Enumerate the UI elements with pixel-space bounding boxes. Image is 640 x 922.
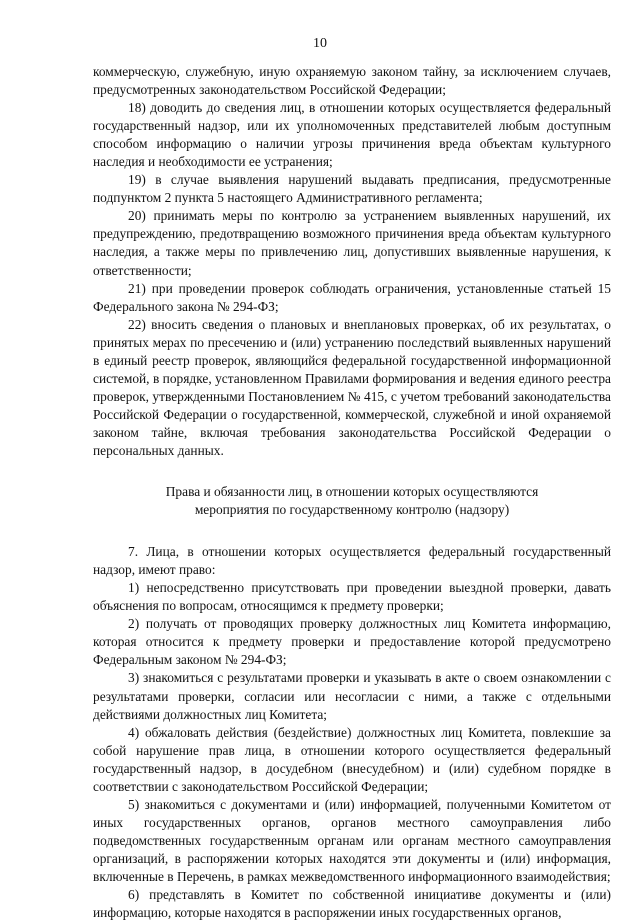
paragraph-item-21: 21) при проведении проверок соблюдать ограничения, установленные статьей 15 Федерального закона № 294-ФЗ; bbox=[93, 280, 611, 314]
paragraph-right-4: 4) обжаловать действия (бездействие) должностных лиц Комитета, повлекшие за собой нарушение прав лица, в отношении которого осуществляется федеральный государственный надзор, в досудебном (внесудебном) и (или) судебном порядке в соответствии с законодательством Российской Федерации; bbox=[93, 724, 611, 794]
paragraph-right-5: 5) знакомиться с документами и (или) информацией, полученными Комитетом от иных государственных органов, органов местного самоуправления либо подведомственных государственным органам или органам местного самоуправления организаций, в распоряжении которых находятся эти документы и (или) информация, включенные в Перечень, в рамках межведомственного информационного взаимодействия; bbox=[93, 796, 611, 884]
paragraph-right-6: 6) представлять в Комитет по собственной инициативе документы и (или) информацию, которые находятся в распоряжении иных государственных органов, bbox=[93, 887, 611, 921]
paragraph-item-22: 22) вносить сведения о плановых и внеплановых проверках, об их результатах, о принятых мерах по пресечению и (или) устранению последствий выявленных нарушений в единый реестр проверок, являющийся федеральной государственной информационной системой, в порядке, установленном Правилами формирования и ведения единого реестра проверок, утвержденными Постановлением № 415, с учетом требований законодательства Российской Федерации о государственной, коммерческой, служебной и иной охраняемой законом тайне, включая требования законодательства Российской Федерации о персональных данных. bbox=[93, 316, 611, 458]
paragraph-item-19: 19) в случае выявления нарушений выдавать предписания, предусмотренные подпунктом 2 пункта 5 настоящего Административного регламента; bbox=[93, 172, 611, 206]
section-heading-line-2: мероприятия по государственному контролю (надзору) bbox=[194, 502, 510, 518]
section-heading bbox=[93, 483, 611, 519]
paragraph-right-3: 3) знакомиться с результатами проверки и указывать в акте о своем ознакомлении с результатами проверки, согласии или несогласии с ними, а также с отдельными действиями должностных лиц Комитета; bbox=[93, 670, 611, 722]
page-number: 10 bbox=[313, 36, 327, 51]
paragraph-clause-7: 7. Лица, в отношении которых осуществляется федеральный государственный надзор, имеют право: bbox=[93, 544, 611, 578]
document-body bbox=[93, 63, 611, 922]
paragraph-continuation: коммерческую, служебную, иную охраняемую законом тайну, за исключением случаев, предусмотренных законодательством Российской Федерации; bbox=[93, 64, 611, 98]
paragraph-item-18: 18) доводить до сведения лиц, в отношении которых осуществляется федеральный государственный надзор, или их уполномоченных представителей любым доступным способом информацию о наличии угрозы причинения вреда объектам культурного наследия и необходимости ее устранения; bbox=[93, 100, 611, 170]
paragraph-right-2: 2) получать от проводящих проверку должностных лиц Комитета информацию, которая относится к предмету проверки и предоставление которой предусмотрено Федеральным законом № 294-ФЗ; bbox=[93, 616, 611, 668]
paragraph-right-1: 1) непосредственно присутствовать при проведении выездной проверки, давать объяснения по вопросам, относящимся к предмету проверки; bbox=[93, 580, 611, 614]
paragraph-item-20: 20) принимать меры по контролю за устранением выявленных нарушений, их предупреждению, предотвращению возможного причинения вреда объектам культурного наследия, а также меры по привлечению лиц, допустивших выявленные нарушения, к ответственности; bbox=[93, 208, 611, 278]
section-heading-line-1: Права и обязанности лиц, в отношении которых осуществляются bbox=[165, 484, 539, 500]
